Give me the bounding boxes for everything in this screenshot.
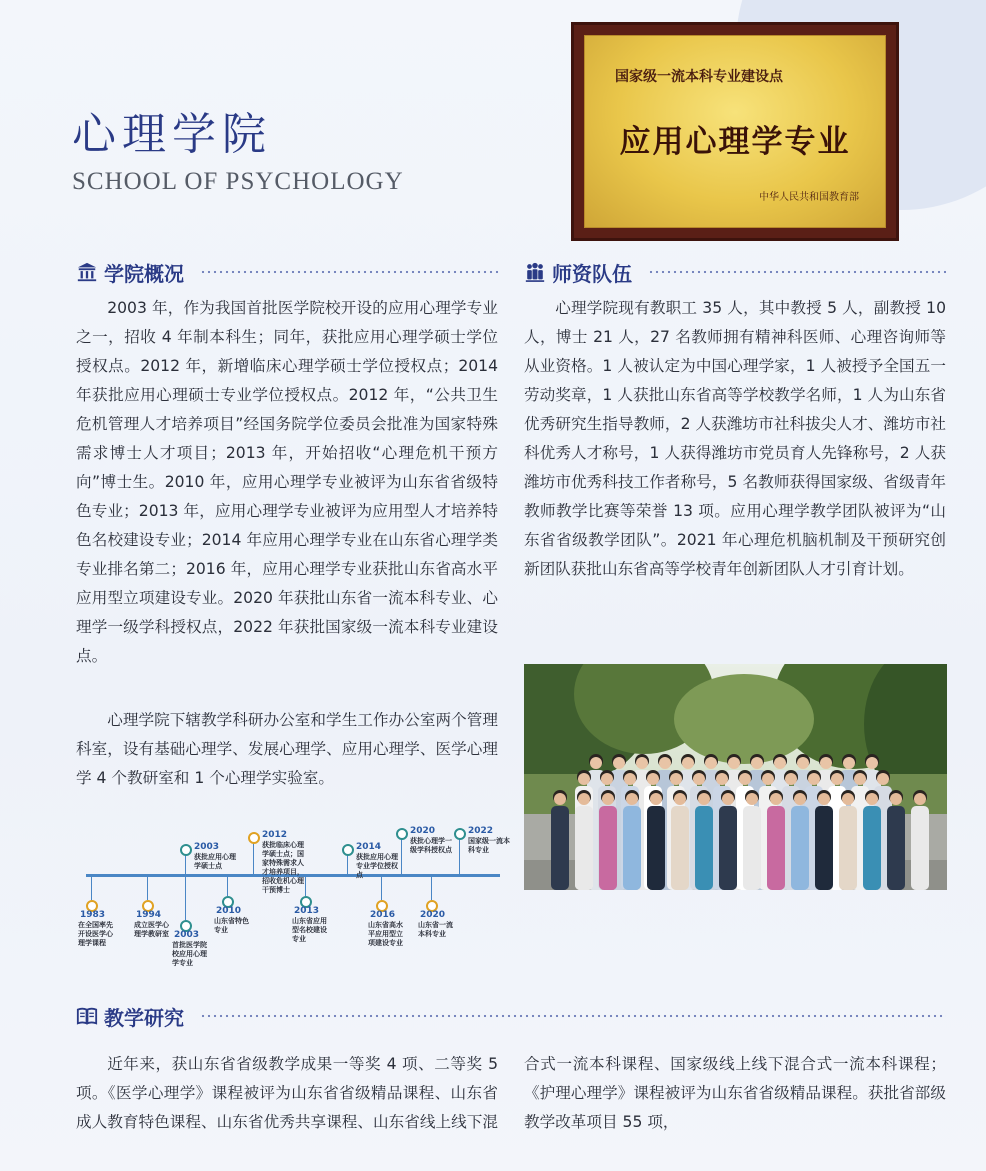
person-body: [743, 806, 761, 890]
timeline-stem: [381, 875, 382, 900]
timeline-text: 获批应用心理专业学位授权点: [356, 853, 398, 879]
overview-paragraph-2: 心理学院下辖教学科研办公室和学生工作办公室两个管理科室，设有基础心理学、发展心理学、应用心理学、医学心理学 4 个教研室和 1 个心理学实验室。: [76, 711, 498, 787]
timeline-text: 成立医学心理学教研室: [134, 921, 169, 938]
timeline-node: [396, 828, 408, 840]
dotted-rule: [200, 269, 500, 275]
person-head: [693, 773, 705, 785]
plaque-gold-panel: [584, 35, 886, 228]
honor-plaque: [571, 22, 899, 241]
person-head: [626, 793, 638, 805]
person-head: [794, 793, 806, 805]
page-subtitle: SCHOOL OF PSYCHOLOGY: [72, 168, 404, 195]
group-photo-illustration: [524, 664, 947, 890]
timeline-year: 1983: [80, 910, 106, 920]
building-icon: [76, 261, 98, 283]
overview-paragraph-1: 2003 年，作为我国首批医学院校开设的应用心理学专业之一，招收 4 年制本科生；同年，获批应用心理学硕士学位授权点。2012 年，新增临床心理学硕士学位授权点；2014 年获批应用心理硕士专业学位授权点。2012 年，“公共卫生危机管理人才培养项目”经国务院学位委员会批准为国家特殊需求博士人才项目；2013 年，开始招收“心理危机干预方向”博士生。2010 年，应用心理学专业被评为山东省省级特色专业；2013 年，应用心理学专业被评为应用型人才培养特色名校建设专业；2014 年应用心理学专业在山东省心理学类专业排名第二；2016 年，应用心理学专业获批山东省高水平应用型立项建设专业。2020 年获批山东省一流本科专业、心理学一级学科授权点，2022 年获批国家级一流本科专业建设点。: [76, 299, 498, 665]
person-head: [722, 793, 734, 805]
person-head: [636, 757, 648, 769]
timeline-year: 2014: [356, 842, 382, 852]
plaque-main-text: 应用心理学专业: [619, 124, 851, 160]
history-timeline: [76, 808, 510, 968]
timeline-stem: [91, 875, 92, 900]
person-body: [647, 806, 665, 890]
timeline-text: 山东省特色专业: [214, 917, 249, 934]
person-body: [863, 806, 881, 890]
person-body: [551, 806, 569, 890]
person-head: [601, 773, 613, 785]
person-head: [578, 793, 590, 805]
person-body: [599, 806, 617, 890]
person-head: [818, 793, 830, 805]
timeline-year: 2022: [468, 826, 494, 836]
plaque-signature: 中华人民共和国教育部: [759, 192, 859, 203]
person-head: [785, 773, 797, 785]
plaque-top-text: 国家级一流本科专业建设点: [615, 69, 783, 85]
person-head: [914, 793, 926, 805]
people-icon: [524, 261, 546, 283]
person-head: [866, 757, 878, 769]
person-body: [575, 806, 593, 890]
person-head: [674, 793, 686, 805]
timeline-year: 2003: [174, 930, 200, 940]
person-body: [671, 806, 689, 890]
timeline-text: 在全国率先开设医学心理学课程: [78, 921, 113, 947]
person-head: [624, 773, 636, 785]
timeline-text: 获批临床心理学硕士点；国家特殊需求人才培养项目，招收危机心理干预博士: [262, 841, 304, 894]
timeline-year: 2003: [194, 842, 220, 852]
person-head: [554, 793, 566, 805]
teaching-heading: [76, 1004, 946, 1028]
timeline-stem: [185, 854, 186, 875]
person-body: [887, 806, 905, 890]
person-body: [623, 806, 641, 890]
page-title: 心理学院: [72, 109, 272, 160]
person-head: [746, 793, 758, 805]
timeline-year: 2020: [410, 826, 436, 836]
timeline-stem: [347, 854, 348, 875]
faculty-paragraph: 心理学院现有教职工 35 人，其中教授 5 人，副教授 10 人，博士 21 人，27 名教师拥有精神科医师、心理咨询师等从业资格。1 人被认定为中国心理学家，1 人被授予全国五一劳动奖章，1 人获批山东省高等学校教学名师，1 人为山东省优秀研究生指导教师，2 人获潍坊市社科拔尖人才、潍坊市社科优秀人才称号，1 人获得潍坊市党员育人先锋称号，2 人获潍坊市优秀科技工作者称号，5 名教师获得国家级、省级青年教师教学比赛等荣誉 13 项。应用心理学教学团队被评为“山东省省级教学团队”。2021 年心理危机脑机制及干预研究创新团队获批山东省高等学校青年创新团队人才引育计划。: [524, 299, 946, 578]
timeline-stem: [147, 875, 148, 900]
person-body: [911, 806, 929, 890]
timeline-stem: [305, 875, 306, 896]
overview-heading-label: 学院概况: [104, 261, 184, 286]
timeline-text: 山东省应用型名校建设专业: [292, 917, 327, 943]
person-head: [602, 793, 614, 805]
person-head: [866, 793, 878, 805]
timeline-stem: [253, 842, 254, 875]
timeline-year: 2016: [370, 910, 396, 920]
person-head: [705, 757, 717, 769]
person-head: [739, 773, 751, 785]
timeline-stem: [459, 838, 460, 875]
person-head: [770, 793, 782, 805]
timeline-node: [180, 844, 192, 856]
timeline-stem: [401, 838, 402, 875]
faculty-heading-label: 师资队伍: [552, 261, 632, 286]
person-body: [839, 806, 857, 890]
timeline-text: 山东省一流本科专业: [418, 921, 453, 938]
dotted-rule: [648, 269, 946, 275]
person-head: [728, 757, 740, 769]
person-head: [682, 757, 694, 769]
person-head: [613, 757, 625, 769]
book-icon: [76, 1005, 98, 1027]
overview-heading: [76, 260, 500, 284]
person-head: [670, 773, 682, 785]
timeline-node: [454, 828, 466, 840]
person-body: [695, 806, 713, 890]
dotted-rule: [200, 1013, 946, 1019]
timeline-text: 国家级一流本科专业: [468, 837, 510, 854]
timeline-node: [248, 832, 260, 844]
timeline-year: 1994: [136, 910, 162, 920]
person-head: [808, 773, 820, 785]
timeline-stem: [431, 875, 432, 900]
faculty-group-photo: [524, 664, 947, 890]
timeline-stem: [227, 875, 228, 896]
timeline-year: 2013: [294, 906, 320, 916]
person-head: [698, 793, 710, 805]
person-head: [650, 793, 662, 805]
person-head: [820, 757, 832, 769]
teaching-heading-label: 教学研究: [104, 1005, 184, 1030]
person-head: [843, 757, 855, 769]
person-head: [774, 757, 786, 769]
timeline-text: 首批医学院校应用心理学专业: [172, 941, 207, 967]
teaching-paragraph: 近年来，获山东省省级教学成果一等奖 4 项、二等奖 5 项。《医学心理学》课程被评为山东省省级精品课程、山东省成人教育特色课程、山东省优秀共享课程、山东省线上线下混合式一流本科课程、国家级线上线下混合式一流本科课程；《护理心理学》课程被评为山东省省级精品课程。获批省部级教学改革项目 55 项，: [76, 1055, 946, 1131]
person-head: [590, 757, 602, 769]
person-head: [797, 757, 809, 769]
timeline-text: 获批应用心理学硕士点: [194, 853, 236, 870]
timeline-year: 2012: [262, 830, 288, 840]
person-body: [719, 806, 737, 890]
timeline-node: [342, 844, 354, 856]
person-head: [854, 773, 866, 785]
person-body: [791, 806, 809, 890]
person-head: [716, 773, 728, 785]
timeline-year: 2010: [216, 906, 242, 916]
person-head: [842, 793, 854, 805]
timeline-text: 山东省高水平应用型立项建设专业: [368, 921, 403, 947]
person-body: [767, 806, 785, 890]
person-head: [762, 773, 774, 785]
person-body: [815, 806, 833, 890]
timeline-year: 2020: [420, 910, 446, 920]
person-head: [578, 773, 590, 785]
person-head: [831, 773, 843, 785]
faculty-heading: [524, 260, 946, 284]
person-head: [659, 757, 671, 769]
person-head: [647, 773, 659, 785]
person-head: [877, 773, 889, 785]
person-head: [890, 793, 902, 805]
person-head: [751, 757, 763, 769]
timeline-text: 获批心理学一级学科授权点: [410, 837, 452, 854]
timeline-stem: [185, 875, 186, 920]
